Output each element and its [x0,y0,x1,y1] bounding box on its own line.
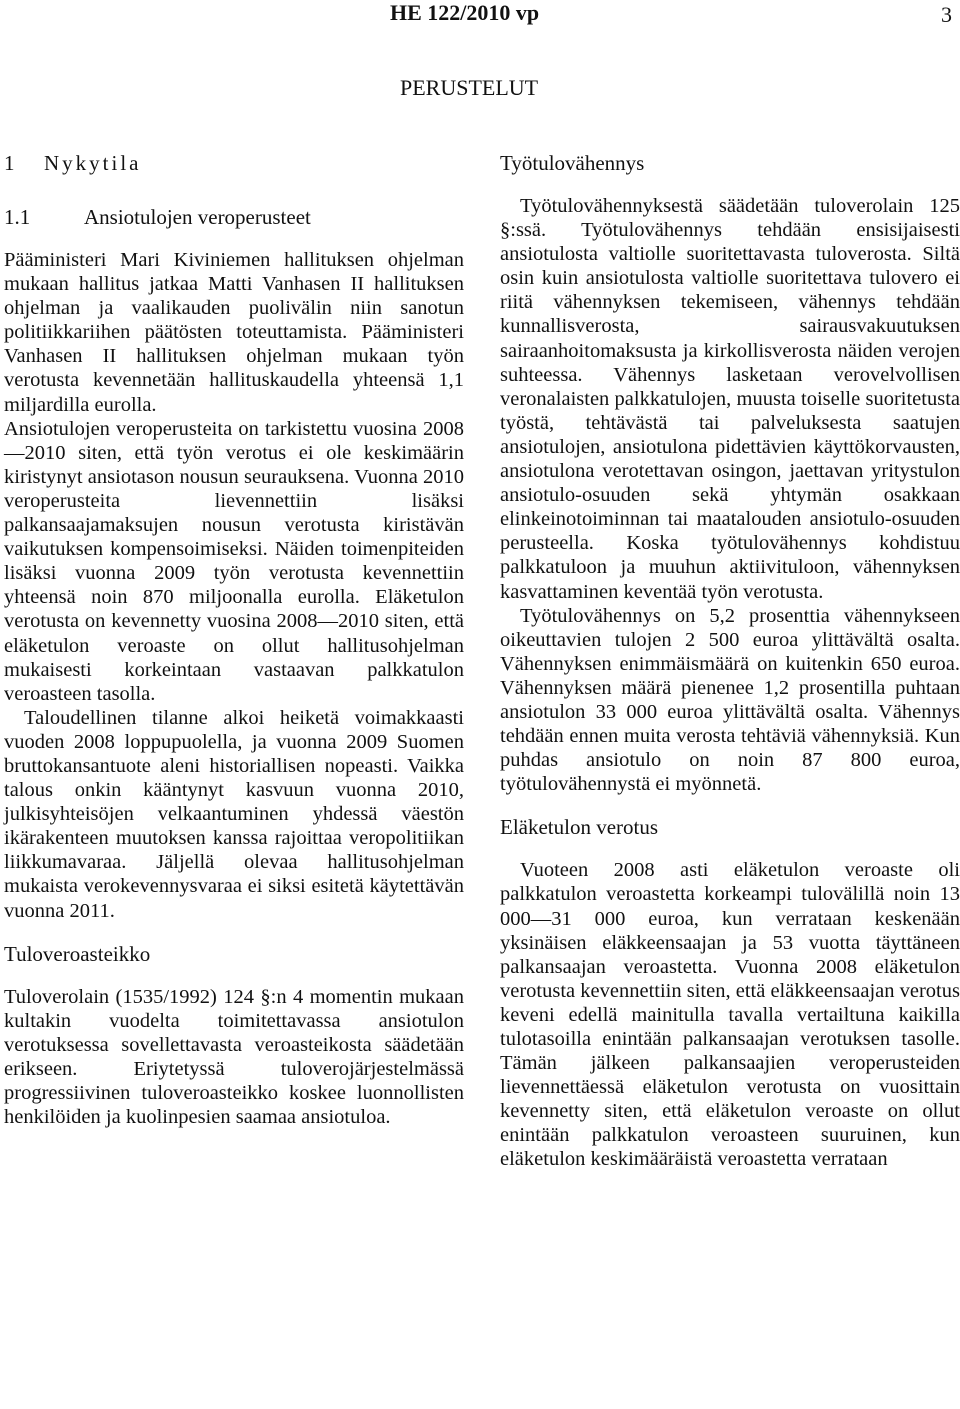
subheading: Tuloveroasteikko [4,941,151,966]
paragraph: Työtulovähennys on 5,2 prosenttia vähennykseen oikeuttavien tulojen 2 500 euroa ylittävältä osalta. Vähennyksen enimmäismäärä on kuitenkin 650 euroa. Vähennyksen määrä pienenee 1,2 prosentilla puhtaan ansiotulon 33 000 euroa ylittävältä osalta. Vähennys tehdään ennen muita verosta tehtäviä vähennyksiä. Kun puhdas ansiotulo on noin 87 800 euroa, työtulovähennystä ei myönnetä. [500,604,960,796]
page-header [0,0,960,36]
document-id: HE 122/2010 vp [390,0,540,25]
paragraph: Taloudellinen tilanne alkoi heiketä voimakkaasti vuoden 2008 loppupuolella, ja vuonna 2009 Suomen bruttokansantuote aleni historiallisen nopeasti. Vaikka talous onkin kääntynyt kasvuun vuonna 2010, julkisyhteisöjen velkaantuminen yhdessä väestön ikärakenteen muutoksen kanssa rajoittaa veropolitiikan liikkumavaraa. Jäljellä olevaa hallitusohjelman mukaista verokevennysvaraa ei siksi esitetä käytettävän vuonna 2011. [4,706,464,922]
heading-number: 1 [4,151,15,175]
paragraph: Työtulovähennyksestä säädetään tuloverolain 125 §:ssä. Työtulovähennys tehdään ensisijaisesti ansiotulosta valtiolle suoritettavasta tuloverosta. Siltä osin kuin ansiotulosta valtiolle suoritettava tulovero ei riitä vähennyksen tekemiseen, vähennys tehdään kunnallisverosta, sairausvakuutuksen sairaanhoitomaksusta ja kirkollisverosta näiden verojen suhteessa. Vähennys lasketaan verovelvollisen veronalaisten palkkatulojen, muusta toiselle suoritetusta työstä, tehtävästä tai palveluksesta saatujen ansiotulojen, ansiotulona pidettävien käyttökorvausten, ansiotulona verotettavan osingon, jaettavan yritystulon ansiotulo-osuuden sekä yhtymän osakkaan elinkeinotoiminnan tai maatalouden ansiotulo-osuuden perusteella. Koska työtulovähennys kohdistuu palkkatuloon ja muuhun aktiivituloon, vähennyksen kasvattaminen keventää työn verotusta. [500,195,960,603]
heading-text: Nykytila [44,151,142,175]
subheading: Eläketulon verotus [500,815,659,840]
heading-text: Ansiotulojen veroperusteet [84,205,311,229]
paragraph: Ansiotulojen veroperusteita on tarkistettu vuosina 2008—2010 siten, että työn verotus ei ole keskimäärin kiristynyt ansiotason nousun seurauksena. Vuonna 2010 veroperusteita lievennettiin lisäksi palkansaajamaksujen nousun verotusta kiristävän vaikutuksen kompensoimiseksi. Näiden toimenpiteiden lisäksi vuonna 2009 työn verotusta kevennettiin yhteensä noin 870 miljoonalla eurolla. Eläketulon verotusta on kevennetty vuosina 2008—2010 siten, että eläketulon veroaste on ollut hallitusohjelman mukaisesti korkeintaan vastaavan palkkatulon veroasteen tasolla. [4,417,464,705]
section-title: PERUSTELUT [400,75,539,100]
paragraph: Pääministeri Mari Kiviniemen hallituksen ohjelman mukaan hallitus jatkaa Matti Vanhasen II hallituksen ohjelman ja vaalikauden puolivälin niin sanotun politiikkariihen päätösten toteuttamista. Pääministeri Vanhasen II hallituksen ohjelman mukaan työn verotusta kevennetään hallituskaudella yhteensä 1,1 miljardilla eurolla. [4,249,464,416]
heading-level-1 [4,150,464,176]
subheading: Työtulovähennys [500,151,645,175]
heading-number: 1.1 [4,205,31,229]
paragraph: Vuoteen 2008 asti eläketulon veroaste oli palkkatulon veroastetta korkeampi tulovälillä noin 13 000—31 000 euroa, kun verrataan keskenään yksinäisen eläkkeensaajan ja 53 vuotta täyttäneen palkansaajan veroastetta. Vuonna 2008 eläketulon verotusta kevennettiin siten, että eläkkeensaajan verotus keveni edellä mainitulla tavalla vertailtuna kaikilla tulotasoilla enintään palkansaajan verotuksen tasolle. Tämän jälkeen palkansaajien veroperusteiden lievennettäessä eläketulon verotusta on vuosittain kevennetty siten, että eläketulon veroaste on ollut enintään palkkatulon veroasteen suuruinen, kun eläketulon keskimääräistä veroastetta verrataan [500,859,960,1171]
left-column [4,150,464,1129]
page-number: 3 [941,2,952,27]
heading-level-2 [4,204,464,230]
paragraph: Tuloverolain (1535/1992) 124 §:n 4 momentin mukaan kultakin vuodelta toimitettavassa ansiotulon verotuksessa sovellettavasta veroasteikosta säädetään erikseen. Eriytetyssä tuloverojärjestelmässä progressiivinen tuloveroasteikko koskee luonnollisten henkilöiden ja kuolinpesien saamaa ansiotuloa. [4,985,464,1129]
right-column [500,150,960,1172]
